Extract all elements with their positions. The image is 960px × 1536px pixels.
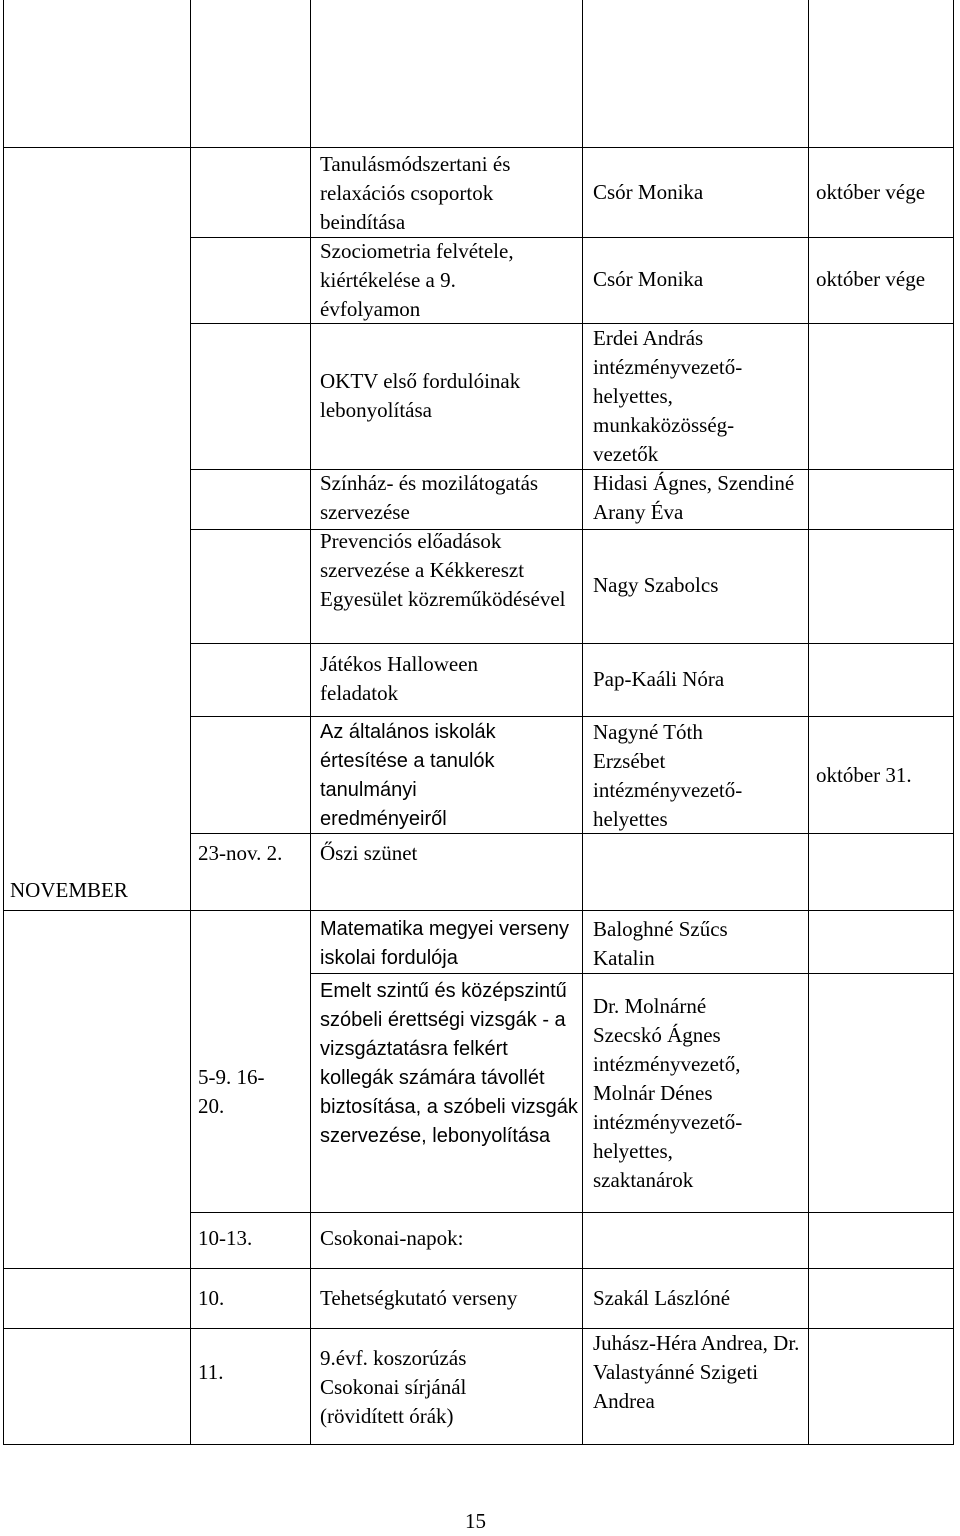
event-cell: Őszi szünet [320,841,418,865]
grid-line-row-j [190,1212,954,1213]
date-cell: 23-nov. 2. [198,841,283,865]
responsible-cell: Hidasi Ágnes, Szendiné Arany Éva [593,471,795,524]
grid-line-row-e [190,643,954,644]
grid-line-row-i [310,973,954,974]
event-cell: Szociometria felvétele, kiértékelése a 9. évfolyamon [320,239,514,321]
responsible-cell: Szakál Lászlóné [593,1286,731,1310]
grid-line-left [3,0,4,1445]
grid-line-row-l [3,1328,954,1329]
grid-line-row-f [190,716,954,717]
responsible-cell: Erdei András intézményvezető-helyettes, munkaközösség-vezetők [593,326,743,466]
event-cell: Tanulásmódszertani és relaxációs csoportok beindítása [320,152,511,234]
event-cell: Az általános iskolák értesítése a tanulók tanulmányi eredményeiről [320,721,496,830]
grid-line-col3 [582,0,583,1445]
event-cell: Prevenciós előadások szervezése a Kékkereszt Egyesület közreműködésével [320,529,566,611]
responsible-cell: Nagy Szabolcs [593,573,719,597]
responsible-cell: Juhász-Héra Andrea, Dr. Valastyánné Szigeti Andrea [593,1331,800,1413]
date-cell: 11. [198,1360,224,1384]
event-cell: 9.évf. koszorúzás Csokonai sírjánál (rövidített órák) [320,1346,467,1428]
event-cell: Színház- és mozilátogatás szervezése [320,471,539,524]
date-cell: 10-13. [198,1226,253,1250]
event-cell: Játékos Halloween feladatok [320,652,479,705]
responsible-cell: Nagyné Tóth Erzsébet intézményvezető-helyettes [593,720,743,831]
grid-line-row-d [190,529,954,530]
responsible-cell: Baloghné Szűcs Katalin [593,917,728,970]
deadline-cell: október 31. [816,763,912,787]
event-cell: OKTV első fordulóinak lebonyolítása [320,369,521,422]
deadline-cell: október vége [816,267,926,291]
page-number: 15 [465,1509,486,1533]
grid-line-col1 [190,0,191,1445]
event-cell: Matematika megyei verseny iskolai fordulója [320,918,569,969]
responsible-cell: Pap-Kaáli Nóra [593,667,725,691]
grid-line-row-h [3,910,954,911]
responsible-cell: Csór Monika [593,267,704,291]
grid-line-row-a [190,237,954,238]
grid-line-row-bottom [3,1444,954,1445]
grid-line-row-top [3,147,954,148]
grid-line-col2 [310,0,311,1445]
deadline-cell: október vége [816,180,926,204]
event-cell: Emelt szintű és középszintű szóbeli érettségi vizsgák - a vizsgáztatásra felkért kollegák számára távollét biztosítása, a szóbeli vizsgák szervezése, lebonyolítása [320,980,578,1147]
event-cell: Tehetségkutató verseny [320,1286,518,1310]
grid-line-right [953,0,954,1445]
responsible-cell: Dr. Molnárné Szecskó Ágnes intézményvezető, Molnár Dénes intézményvezető-helyettes, szaktanárok [593,994,743,1192]
date-cell: 5-9. 16-20. [198,1065,265,1118]
event-cell: Csokonai-napok: [320,1226,464,1250]
grid-line-col4 [808,0,809,1445]
grid-line-row-g [190,833,954,834]
grid-line-row-b [190,323,954,324]
responsible-cell: Csór Monika [593,180,704,204]
month-label: NOVEMBER [10,878,128,902]
date-cell: 10. [198,1286,225,1310]
grid-line-row-k [3,1268,954,1269]
